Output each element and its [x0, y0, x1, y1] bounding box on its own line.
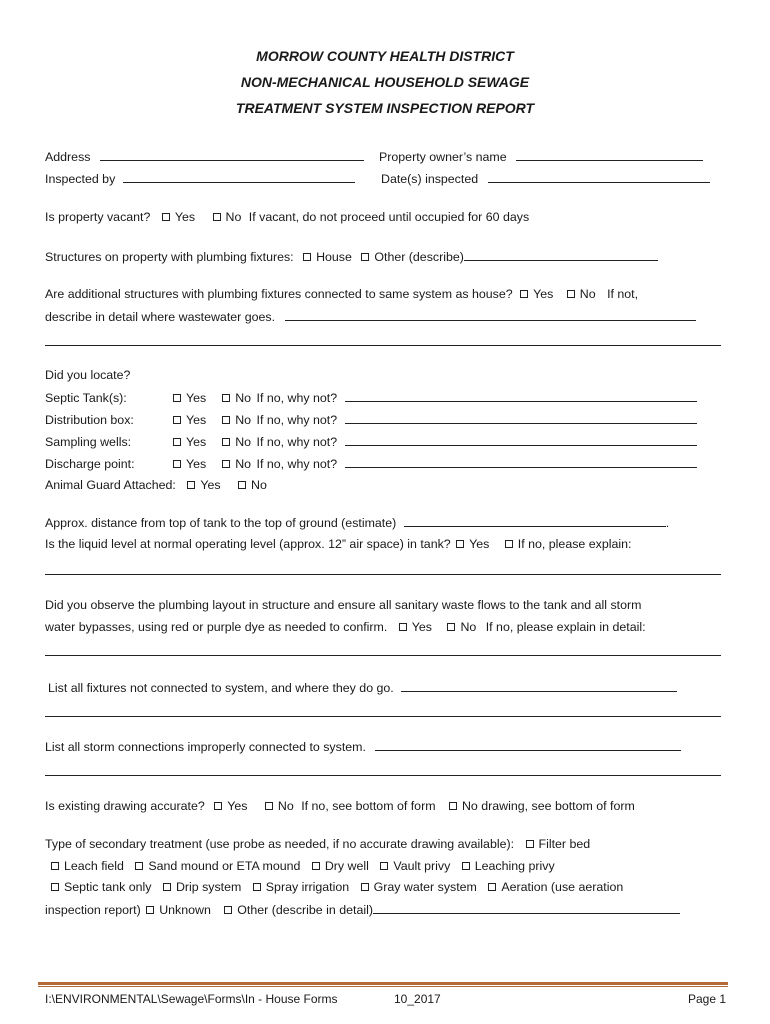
filter-bed-checkbox[interactable] [526, 840, 534, 848]
distance-input[interactable] [404, 515, 666, 527]
secondary-row-4 [45, 902, 680, 917]
additional-no-label: No [579, 287, 596, 301]
locate-wells-label: Sampling wells: [45, 435, 132, 449]
aeration-label: Aeration (use aeration [501, 880, 624, 894]
title-line-1: MORROW COUNTY HEALTH DISTRICT [256, 48, 514, 64]
vacant-no-checkbox[interactable] [213, 213, 221, 221]
drawing-question: Is existing drawing accurate? [45, 799, 205, 813]
aeration-checkbox[interactable] [488, 883, 496, 891]
locate-no-label: No [235, 457, 252, 471]
footer-rule [38, 982, 728, 985]
sand-mound-label: Sand mound or ETA mound [148, 859, 301, 873]
leaching-privy-label: Leaching privy [474, 859, 555, 873]
drawing-yes-checkbox[interactable] [214, 802, 222, 810]
locate-question: Did you locate? [45, 368, 131, 382]
liquid-row [45, 537, 631, 551]
fixtures-row [48, 680, 677, 695]
locate-dbox-no-checkbox[interactable] [222, 416, 230, 424]
other-secondary-input[interactable] [373, 902, 680, 914]
locate-dbox-yes-checkbox[interactable] [173, 416, 181, 424]
structures-row [45, 249, 658, 264]
plumbing-line-1: Did you observe the plumbing layout in structure and ensure all sanitary waste flows to the tank and all storm [45, 598, 642, 612]
owner-input[interactable] [516, 149, 703, 161]
title-line-3: TREATMENT SYSTEM INSPECTION REPORT [235, 100, 535, 116]
guard-no-label: No [251, 478, 267, 492]
dates-input[interactable] [488, 171, 710, 183]
liquid-yes-checkbox[interactable] [456, 540, 464, 548]
plumbing-row-2 [45, 620, 646, 634]
locate-yes-label: Yes [186, 435, 207, 449]
locate-yes-label: Yes [186, 391, 207, 405]
guard-yes-checkbox[interactable] [187, 481, 195, 489]
additional-no-checkbox[interactable] [567, 290, 575, 298]
septic-only-checkbox[interactable] [51, 883, 59, 891]
structures-question: Structures on property with plumbing fixtures: [45, 250, 294, 264]
locate-septic-yes-checkbox[interactable] [173, 394, 181, 402]
guard-no-checkbox[interactable] [238, 481, 246, 489]
locate-dbox-label: Distribution box: [45, 413, 134, 427]
drawing-yes-label: Yes [227, 799, 248, 813]
address-input[interactable] [100, 149, 364, 161]
locate-why-label: If no, why not? [256, 435, 338, 449]
additional-row [45, 287, 638, 301]
leach-field-label: Leach field [64, 859, 124, 873]
distance-question: Approx. distance from top of tank to the top of ground (estimate) [45, 516, 397, 530]
storm-input[interactable] [375, 739, 681, 751]
dates-label: Date(s) inspected [381, 172, 479, 186]
additional-describe-input[interactable] [285, 309, 696, 321]
liquid-no-checkbox[interactable] [505, 540, 513, 548]
dates-row [381, 171, 710, 186]
locate-yes-label: Yes [186, 457, 207, 471]
plumbing-line-2: water bypasses, using red or purple dye as needed to confirm. [45, 620, 388, 634]
gray-water-checkbox[interactable] [361, 883, 369, 891]
no-drawing-checkbox[interactable] [449, 802, 457, 810]
locate-septic-no-checkbox[interactable] [222, 394, 230, 402]
inspected-by-label: Inspected by [45, 172, 116, 186]
plumbing-yes-checkbox[interactable] [399, 623, 407, 631]
liquid-explain-label: If no, please explain: [517, 537, 632, 551]
aeration-label-2: inspection report) [45, 903, 141, 917]
locate-why-label: If no, why not? [256, 391, 338, 405]
plumbing-explain-line[interactable] [45, 655, 721, 656]
locate-discharge-input[interactable] [345, 456, 697, 468]
other-structure-label: Other (describe) [374, 250, 464, 264]
locate-why-label: If no, why not? [256, 457, 338, 471]
vacant-yes-label: Yes [174, 210, 196, 224]
other-secondary-checkbox[interactable] [224, 906, 232, 914]
guard-yes-label: Yes [200, 478, 221, 492]
additional-yes-checkbox[interactable] [520, 290, 528, 298]
sand-mound-checkbox[interactable] [135, 862, 143, 870]
inspected-by-input[interactable] [123, 171, 355, 183]
locate-wells-yes-checkbox[interactable] [173, 438, 181, 446]
additional-describe: describe in detail where wastewater goes. [45, 310, 276, 324]
locate-wells-input[interactable] [345, 434, 697, 446]
guard-row [45, 478, 267, 492]
vacant-row [45, 210, 529, 224]
other-structure-input[interactable] [464, 249, 658, 261]
plumbing-no-checkbox[interactable] [447, 623, 455, 631]
locate-no-label: No [235, 435, 252, 449]
vacant-no-label: No [225, 210, 242, 224]
dry-well-label: Dry well [324, 859, 369, 873]
liquid-yes-label: Yes [469, 537, 490, 551]
address-label: Address [45, 150, 91, 164]
leach-field-checkbox[interactable] [51, 862, 59, 870]
vault-privy-checkbox[interactable] [380, 862, 388, 870]
locate-no-label: No [235, 391, 252, 405]
title-line-2: NON-MECHANICAL HOUSEHOLD SEWAGE [240, 74, 530, 90]
plumbing-no-label: No [460, 620, 477, 634]
vault-privy-label: Vault privy [393, 859, 451, 873]
plumbing-explain-label: If no, please explain in detail: [485, 620, 646, 634]
secondary-question: Type of secondary treatment (use probe as needed, if no accurate drawing available): [45, 837, 515, 851]
drawing-no-checkbox[interactable] [265, 802, 273, 810]
other-secondary-label: Other (describe in detail) [237, 903, 373, 917]
distance-row [45, 515, 669, 530]
liquid-explain-line[interactable] [45, 574, 721, 575]
fixtures-input[interactable] [401, 680, 677, 692]
spray-irrigation-checkbox[interactable] [253, 883, 261, 891]
locate-wells-row [45, 434, 697, 449]
leaching-privy-checkbox[interactable] [462, 862, 470, 870]
locate-wells-no-checkbox[interactable] [222, 438, 230, 446]
locate-septic-row [45, 390, 697, 405]
vacant-yes-checkbox[interactable] [162, 213, 170, 221]
additional-question: Are additional structures with plumbing fixtures connected to same system as house? [45, 287, 513, 301]
storm-row [45, 739, 681, 754]
locate-discharge-label: Discharge point: [45, 457, 135, 471]
locate-no-label: No [235, 413, 252, 427]
vacant-note: If vacant, do not proceed until occupied for 60 days [248, 210, 530, 224]
locate-dbox-input[interactable] [345, 412, 697, 424]
owner-row [379, 149, 703, 164]
footer-path: I:\ENVIRONMENTAL\Sewage\Forms\In - House Forms [45, 992, 338, 1006]
owner-label: Property owner’s name [379, 150, 507, 164]
plumbing-yes-label: Yes [411, 620, 432, 634]
filter-bed-label: Filter bed [538, 837, 591, 851]
drawing-no-label: No [277, 799, 294, 813]
gray-water-label: Gray water system [373, 880, 477, 894]
secondary-row-2 [45, 859, 555, 873]
locate-discharge-yes-checkbox[interactable] [173, 460, 181, 468]
drawing-no-note: If no, see bottom of form [301, 799, 436, 813]
house-checkbox[interactable] [303, 253, 311, 261]
spray-irrigation-label: Spray irrigation [265, 880, 350, 894]
fixtures-extra-line[interactable] [45, 716, 721, 717]
footer-date: 10_2017 [394, 992, 441, 1006]
secondary-row-3 [45, 880, 623, 894]
footer-rule-thin [38, 986, 728, 987]
drip-system-label: Drip system [175, 880, 242, 894]
drip-system-checkbox[interactable] [163, 883, 171, 891]
storm-extra-line[interactable] [45, 775, 721, 776]
footer-page: Page 1 [688, 992, 727, 1006]
locate-discharge-no-checkbox[interactable] [222, 460, 230, 468]
vacant-question: Is property vacant? [45, 210, 151, 224]
secondary-row-1 [45, 837, 590, 851]
locate-septic-label: Septic Tank(s): [45, 391, 127, 405]
locate-why-label: If no, why not? [256, 413, 338, 427]
storm-question: List all storm connections improperly connected to system. [45, 740, 366, 754]
distance-period: . [665, 516, 670, 530]
additional-yes-label: Yes [533, 287, 554, 301]
additional-ifnot: If not, [607, 287, 639, 301]
locate-discharge-row [45, 456, 697, 471]
dry-well-checkbox[interactable] [312, 862, 320, 870]
guard-label: Animal Guard Attached: [45, 478, 176, 492]
locate-yes-label: Yes [186, 413, 207, 427]
address-row [45, 149, 364, 164]
additional-extra-line[interactable] [45, 345, 721, 346]
drawing-row [45, 799, 635, 813]
inspected-by-row [45, 171, 355, 186]
unknown-label: Unknown [159, 903, 211, 917]
locate-dbox-row [45, 412, 697, 427]
other-structure-checkbox[interactable] [361, 253, 369, 261]
septic-only-label: Septic tank only [64, 880, 152, 894]
locate-septic-input[interactable] [345, 390, 697, 402]
additional-row-2 [45, 309, 696, 324]
no-drawing-label: No drawing, see bottom of form [461, 799, 635, 813]
liquid-question: Is the liquid level at normal operating level (approx. 12” air space) in tank? [45, 537, 451, 551]
fixtures-question: List all fixtures not connected to system, and where they do go. [48, 681, 394, 695]
house-label: House [316, 250, 352, 264]
unknown-checkbox[interactable] [146, 906, 154, 914]
